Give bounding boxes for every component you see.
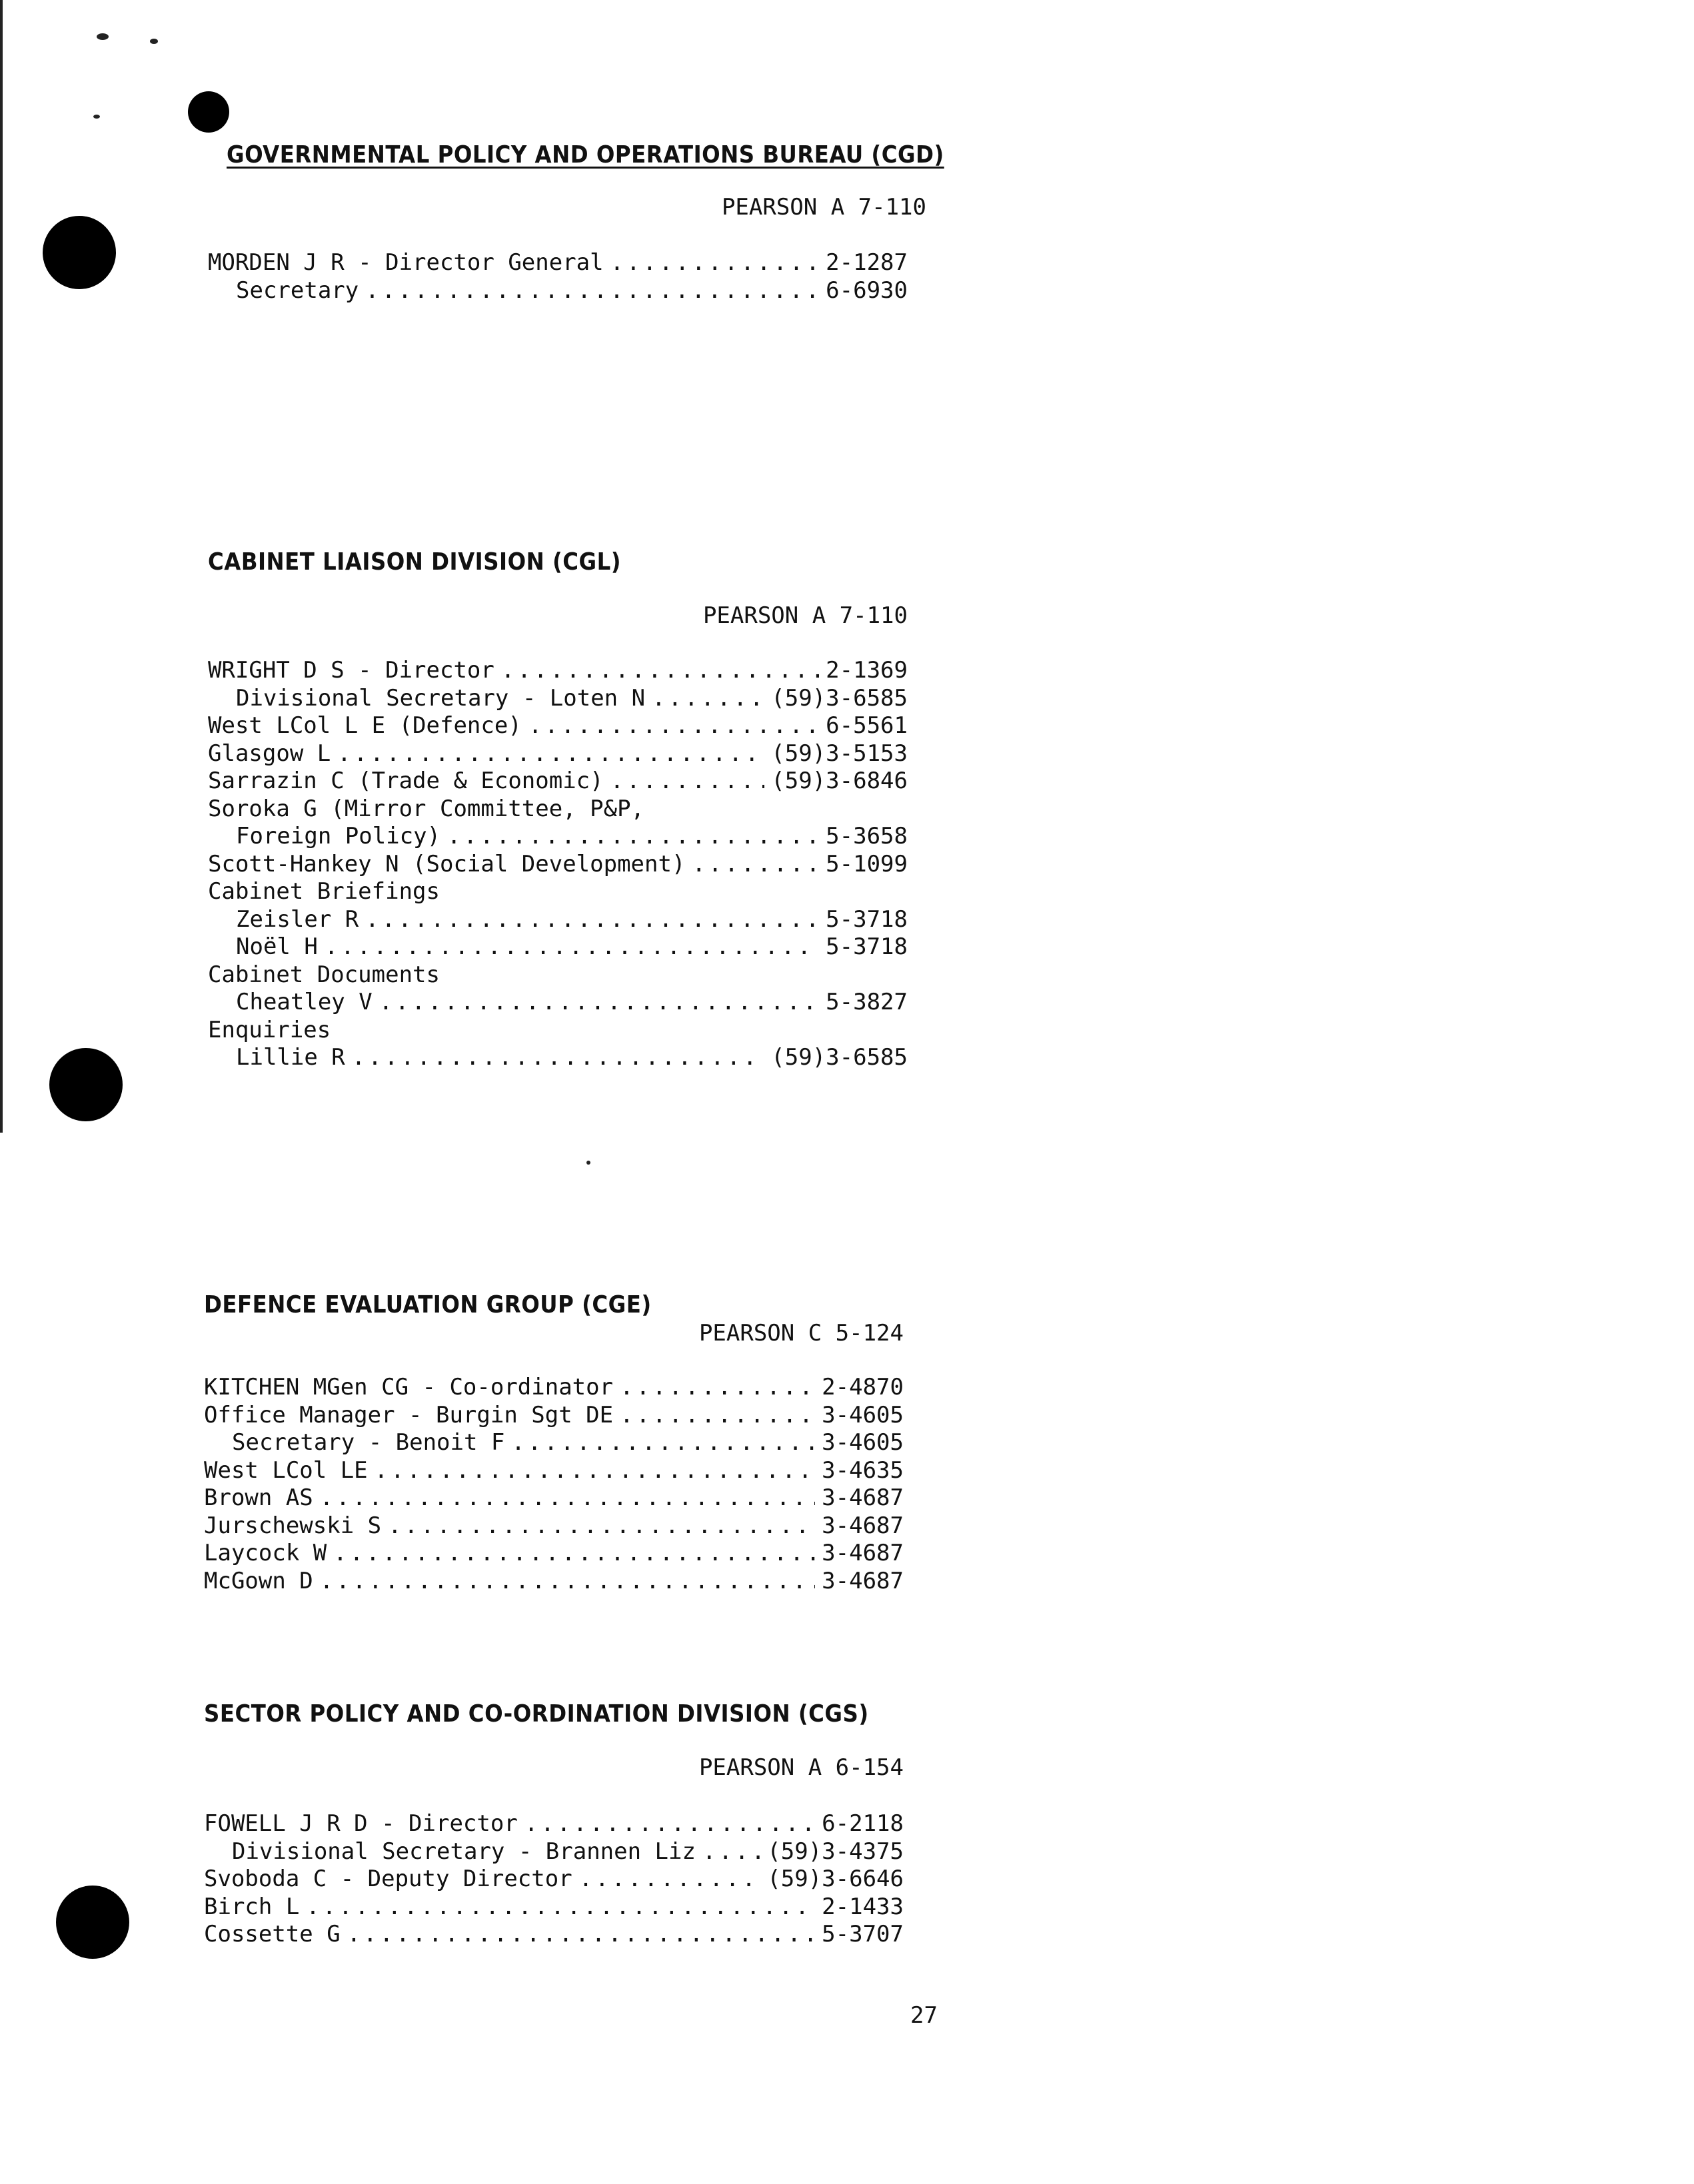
entry-name: Jurschewski S xyxy=(204,1512,382,1539)
dot-leader xyxy=(320,1484,815,1512)
entry-phone: 3-4687 xyxy=(822,1484,904,1511)
entry-phone: (59)3-6585 xyxy=(771,684,908,712)
entry-phone: 5-3658 xyxy=(826,823,908,849)
section-title: GOVERNMENTAL POLICY AND OPERATIONS BUREAU (CGD) xyxy=(227,141,944,169)
entry-phone: 2-1369 xyxy=(826,657,908,684)
dot-leader xyxy=(337,740,764,768)
entry-phone: 6-5561 xyxy=(826,712,908,739)
section-location: PEARSON A 7-110 xyxy=(702,602,908,629)
directory-entry xyxy=(204,1512,904,1540)
entry-name: McGown D xyxy=(204,1567,313,1594)
dot-leader xyxy=(325,933,819,961)
dot-leader xyxy=(620,1402,815,1430)
entry-name: Cabinet Documents xyxy=(208,961,440,988)
entry-name: Cossette G xyxy=(204,1921,341,1947)
entry-name: Laycock W xyxy=(204,1540,327,1566)
scan-speck xyxy=(150,39,158,44)
directory-entry xyxy=(204,1540,904,1568)
directory-entry xyxy=(204,1838,904,1866)
scan-edge-line xyxy=(0,0,3,1133)
dot-leader xyxy=(320,1568,815,1596)
entry-name: Birch L xyxy=(204,1893,300,1920)
entry-phone: 3-4605 xyxy=(822,1429,904,1456)
section-title: SECTOR POLICY AND CO-ORDINATION DIVISION (CGS) xyxy=(204,1700,869,1728)
dot-leader xyxy=(524,1810,815,1838)
directory-entry xyxy=(208,878,908,906)
directory-entry xyxy=(208,685,908,713)
directory-entry xyxy=(208,933,908,961)
scan-speck xyxy=(93,115,100,119)
directory-entry xyxy=(204,1921,904,1949)
entry-name: Office Manager - Burgin Sgt DE xyxy=(204,1401,614,1428)
entry-phone: 2-4870 xyxy=(822,1374,904,1400)
dot-leader xyxy=(379,989,819,1017)
entry-phone: 3-4687 xyxy=(822,1567,904,1594)
dot-leader xyxy=(365,277,819,305)
section-title: DEFENCE EVALUATION GROUP (CGE) xyxy=(204,1291,652,1319)
directory-entry xyxy=(208,906,908,934)
directory-entry xyxy=(208,851,908,879)
dot-leader xyxy=(365,906,819,934)
entries-cge xyxy=(204,1374,904,1595)
directory-entry xyxy=(204,1484,904,1512)
entry-name: Divisional Secretary - Brannen Liz xyxy=(232,1838,696,1865)
entry-name: Secretary - Benoit F xyxy=(232,1429,505,1456)
directory-entry xyxy=(204,1894,904,1921)
directory-entry xyxy=(208,1044,908,1072)
dot-leader xyxy=(501,657,819,685)
dot-leader xyxy=(388,1512,815,1540)
entry-name: MORDEN J R - Director General xyxy=(208,249,604,276)
entry-phone: 3-4635 xyxy=(822,1456,904,1484)
entry-name: Noël H xyxy=(236,933,318,960)
entry-phone: 5-1099 xyxy=(826,850,908,877)
entry-phone: 3-4687 xyxy=(822,1540,904,1566)
section-cge xyxy=(204,1291,904,1347)
directory-entry xyxy=(208,796,908,823)
entry-name: Secretary xyxy=(236,276,359,304)
entry-phone: 2-1287 xyxy=(826,249,908,276)
dot-leader xyxy=(511,1429,815,1457)
directory-entry xyxy=(208,740,908,768)
scan-speck xyxy=(97,33,109,40)
entry-phone: 6-6930 xyxy=(826,276,908,304)
dot-leader xyxy=(347,1921,815,1949)
page-number: 27 xyxy=(910,2002,938,2029)
entry-name: Cheatley V xyxy=(236,989,373,1015)
directory-entry xyxy=(208,657,908,685)
section-title: CABINET LIAISON DIVISION (CGL) xyxy=(208,548,622,576)
dot-leader xyxy=(333,1540,815,1568)
entry-name: West LCol LE xyxy=(204,1456,368,1484)
dot-leader xyxy=(447,823,819,851)
dot-leader xyxy=(610,249,820,277)
entry-phone: 3-4605 xyxy=(822,1401,904,1428)
punch-hole-top xyxy=(188,91,229,133)
entry-phone: 5-3827 xyxy=(826,989,908,1015)
entry-name: Foreign Policy) xyxy=(236,823,441,849)
directory-entry xyxy=(204,1866,904,1894)
directory-entry xyxy=(208,823,908,851)
punch-hole-3 xyxy=(56,1886,129,1959)
section-cgd xyxy=(227,141,944,221)
directory-entry xyxy=(208,1017,908,1045)
entries-cgl xyxy=(208,657,908,1072)
directory-entry xyxy=(208,277,908,305)
dot-leader xyxy=(652,685,764,713)
entries-cgs xyxy=(204,1810,904,1949)
dot-leader xyxy=(692,851,819,879)
section-cgs xyxy=(204,1700,904,1782)
entry-name: Svoboda C - Deputy Director xyxy=(204,1866,572,1892)
punch-hole-2 xyxy=(49,1048,123,1121)
directory-entry xyxy=(204,1810,904,1838)
entry-name: Enquiries xyxy=(208,1016,331,1043)
entry-name: FOWELL J R D - Director xyxy=(204,1810,518,1837)
section-location: PEARSON C 5-124 xyxy=(698,1320,904,1347)
entry-name: West LCol L E (Defence) xyxy=(208,712,522,739)
section-cgl xyxy=(208,548,908,630)
entry-name: Brown AS xyxy=(204,1484,313,1511)
directory-entry xyxy=(204,1457,904,1485)
entry-phone: (59)3-5153 xyxy=(771,740,908,767)
entry-name: Glasgow L xyxy=(208,740,331,767)
entry-name: Sarrazin C (Trade & Economic) xyxy=(208,768,604,794)
directory-entry xyxy=(208,768,908,796)
dot-leader xyxy=(352,1044,765,1072)
entry-phone: 5-3718 xyxy=(826,933,908,960)
entry-phone: 5-3707 xyxy=(822,1921,904,1947)
entry-name: Divisional Secretary - Loten N xyxy=(236,684,646,712)
dot-leader xyxy=(306,1894,815,1921)
entry-name: Zeisler R xyxy=(236,905,359,933)
entry-name: Soroka G (Mirror Committee, P&P, xyxy=(208,795,645,822)
entry-phone: (59)3-6846 xyxy=(771,768,908,794)
directory-entry xyxy=(204,1429,904,1457)
directory-entry xyxy=(208,961,908,989)
directory-entry xyxy=(204,1402,904,1430)
entry-name: WRIGHT D S - Director xyxy=(208,657,494,684)
punch-hole-1 xyxy=(43,216,116,289)
dot-leader xyxy=(579,1866,761,1894)
entry-phone: (59)3-6585 xyxy=(771,1044,908,1071)
entry-phone: 5-3718 xyxy=(826,905,908,933)
entry-phone: 3-4687 xyxy=(822,1512,904,1539)
directory-entry xyxy=(208,712,908,740)
dot-leader xyxy=(375,1457,816,1485)
entry-phone: 2-1433 xyxy=(822,1893,904,1920)
entries-cgd xyxy=(208,249,908,304)
entry-phone: 6-2118 xyxy=(822,1810,904,1837)
entry-name: Lillie R xyxy=(236,1044,345,1071)
section-location: PEARSON A 6-154 xyxy=(698,1754,904,1781)
entry-phone: (59)3-4375 xyxy=(767,1838,904,1865)
scan-speck xyxy=(586,1161,590,1165)
dot-leader xyxy=(620,1374,815,1402)
section-location: PEARSON A 7-110 xyxy=(721,194,926,221)
dot-leader xyxy=(610,768,765,796)
entry-name: Scott-Hankey N (Social Development) xyxy=(208,850,686,877)
directory-entry xyxy=(208,989,908,1017)
dot-leader xyxy=(702,1838,760,1866)
directory-entry xyxy=(208,249,908,277)
directory-entry xyxy=(204,1568,904,1596)
dot-leader xyxy=(528,712,819,740)
entry-name: KITCHEN MGen CG - Co-ordinator xyxy=(204,1374,614,1400)
entry-name: Cabinet Briefings xyxy=(208,878,440,905)
directory-entry xyxy=(204,1374,904,1402)
entry-phone: (59)3-6646 xyxy=(767,1866,904,1892)
